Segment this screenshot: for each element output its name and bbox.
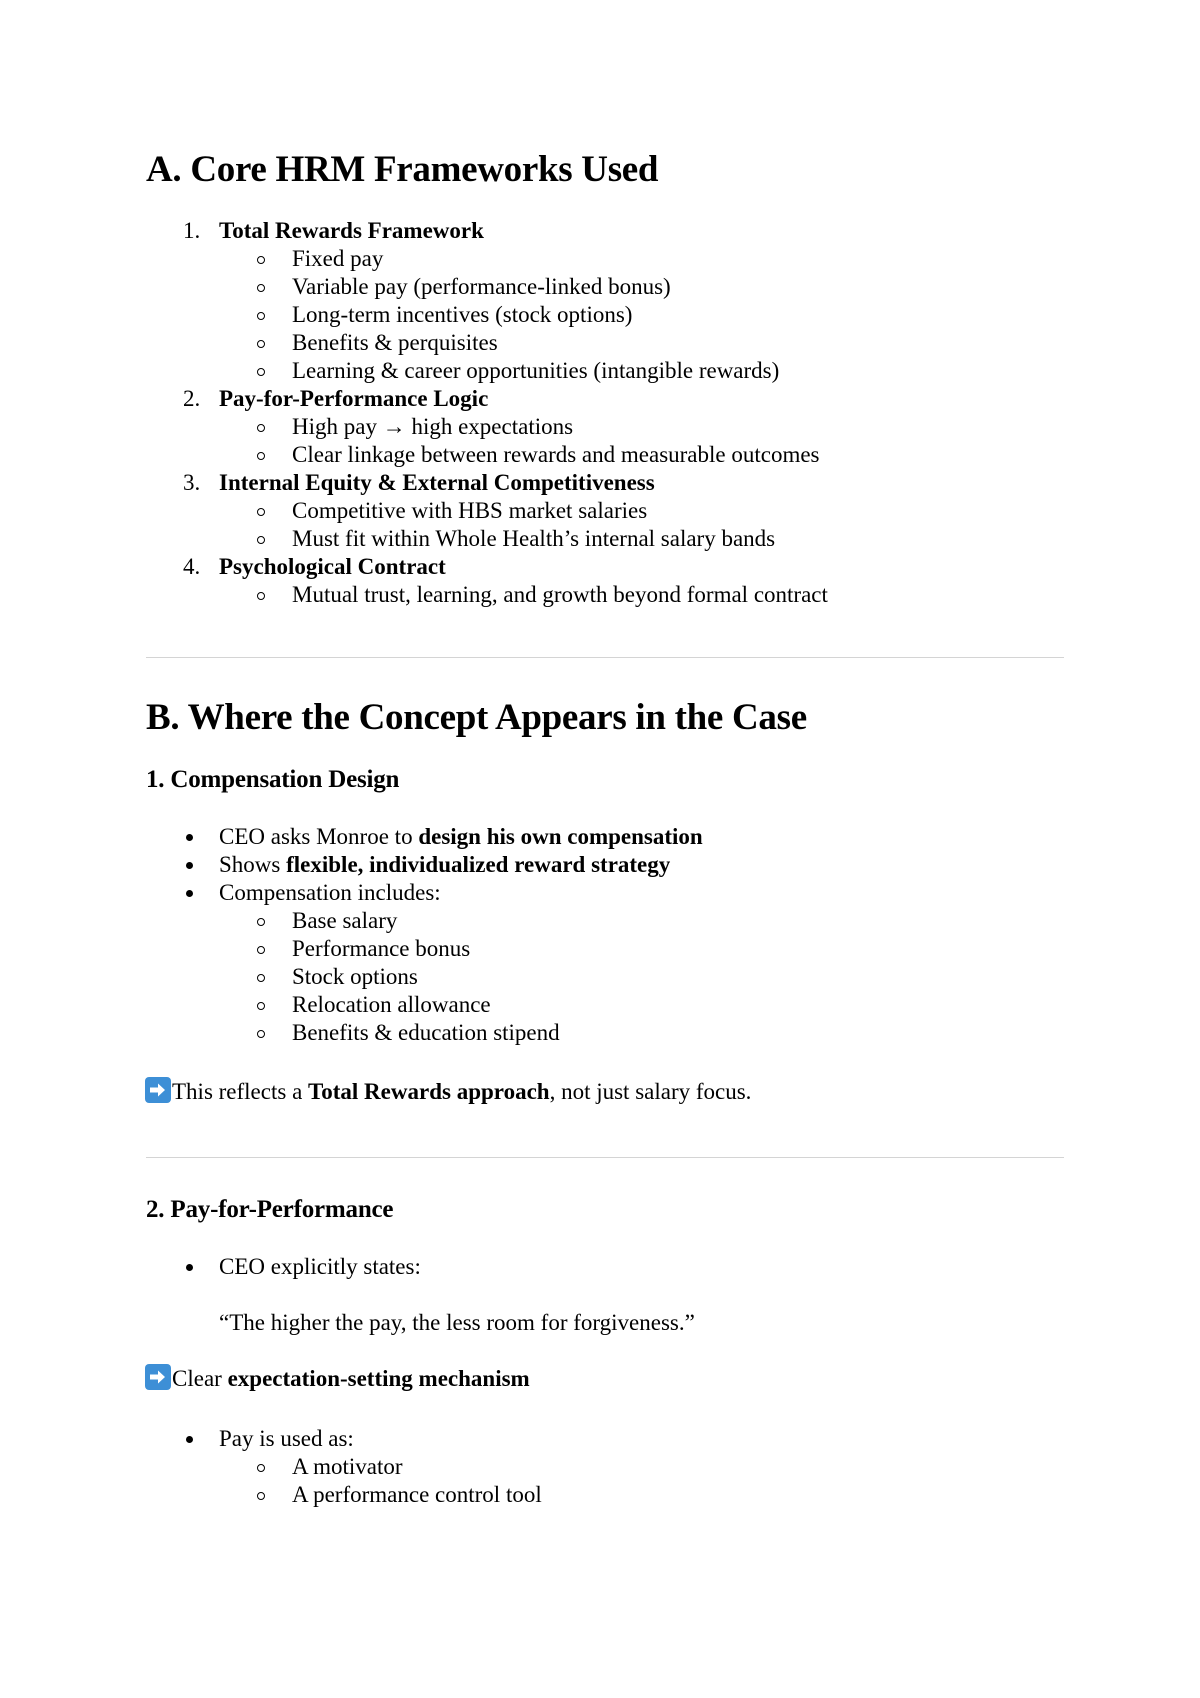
list-item: Benefits & perquisites [292,330,498,355]
horizontal-divider [146,1157,1064,1158]
circle-bullet-icon [257,1030,265,1038]
list-number: 4. [183,554,201,579]
circle-bullet-icon [257,284,265,292]
list-item: Mutual trust, learning, and growth beyond formal contract [292,582,828,607]
disc-bullet-icon [186,1436,193,1443]
circle-bullet-icon [257,368,265,376]
list-item: Variable pay (performance-linked bonus) [292,274,671,299]
list-item: Shows flexible, individualized reward strategy [219,852,671,877]
list-item: Base salary [292,908,398,933]
section-b-title: B. Where the Concept Appears in the Case [146,697,807,738]
disc-bullet-icon [186,1264,193,1271]
list-item: Pay is used as: [219,1426,354,1451]
list-number: 1. [183,218,201,243]
circle-bullet-icon [257,592,265,600]
circle-bullet-icon [257,1492,265,1500]
circle-bullet-icon [257,312,265,320]
list-item: Fixed pay [292,246,384,271]
subsection-heading: 2. Pay-for-Performance [146,1196,394,1223]
circle-bullet-icon [257,974,265,982]
list-item: Compensation includes: [219,880,441,905]
quote-text: “The higher the pay, the less room for forgiveness.” [219,1310,695,1335]
framework-label: Total Rewards Framework [219,218,484,243]
note-text: Clear expectation-setting mechanism [172,1366,530,1391]
list-item: Relocation allowance [292,992,491,1017]
framework-label: Pay-for-Performance Logic [219,386,489,411]
arrow-right-icon [145,1077,171,1103]
subsection-heading: 1. Compensation Design [146,766,400,793]
note-text: This reflects a Total Rewards approach, not just salary focus. [172,1079,752,1104]
list-item: Competitive with HBS market salaries [292,498,648,523]
arrow-right-icon [145,1364,171,1390]
circle-bullet-icon [257,508,265,516]
circle-bullet-icon [257,1464,265,1472]
circle-bullet-icon [257,946,265,954]
framework-label: Psychological Contract [219,554,446,579]
circle-bullet-icon [257,340,265,348]
list-item: A motivator [292,1454,403,1479]
disc-bullet-icon [186,834,193,841]
circle-bullet-icon [257,424,265,432]
section-a-title: A. Core HRM Frameworks Used [146,149,659,190]
list-number: 2. [183,386,201,411]
disc-bullet-icon [186,890,193,897]
list-item: Long-term incentives (stock options) [292,302,633,327]
disc-bullet-icon [186,862,193,869]
list-number: 3. [183,470,201,495]
list-item: Clear linkage between rewards and measurable outcomes [292,442,820,467]
circle-bullet-icon [257,256,265,264]
list-item: Must fit within Whole Health’s internal salary bands [292,526,776,551]
list-item: Learning & career opportunities (intangible rewards) [292,358,780,383]
list-item: CEO asks Monroe to design his own compensation [219,824,703,849]
list-item: A performance control tool [292,1482,542,1507]
circle-bullet-icon [257,536,265,544]
circle-bullet-icon [257,918,265,926]
list-item: Stock options [292,964,418,989]
list-item: Benefits & education stipend [292,1020,560,1045]
list-item: High pay → high expectations [292,414,574,439]
horizontal-divider [146,657,1064,658]
list-item: CEO explicitly states: [219,1254,421,1279]
list-item: Performance bonus [292,936,471,961]
framework-label: Internal Equity & External Competitiveness [219,470,655,495]
circle-bullet-icon [257,1002,265,1010]
circle-bullet-icon [257,452,265,460]
